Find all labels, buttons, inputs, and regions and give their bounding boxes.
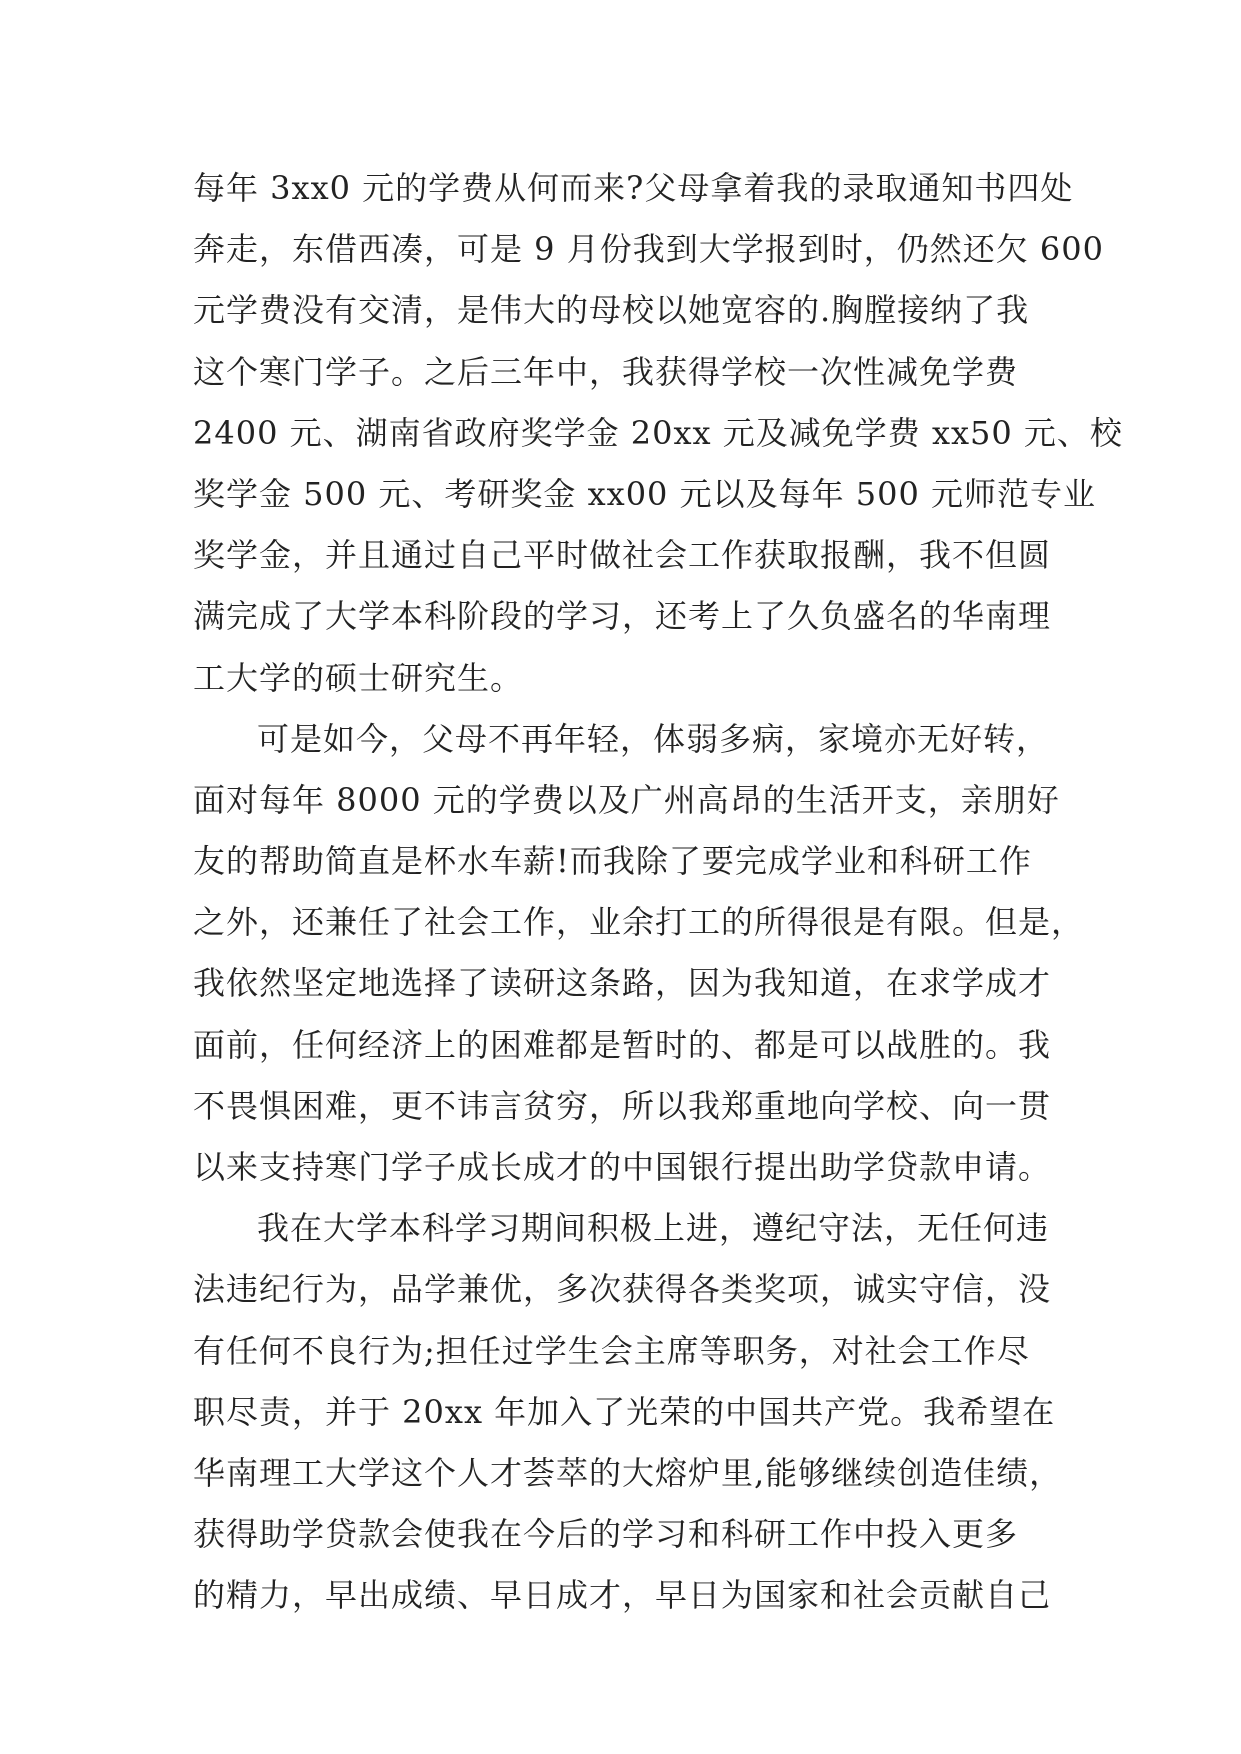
text-line: 之外，还兼任了社会工作，业余打工的所得很是有限。但是， bbox=[193, 903, 1085, 942]
text-line: 不畏惧困难，更不讳言贫穷，所以我郑重地向学校、向一贯 bbox=[193, 1086, 1052, 1125]
text-line: 元学费没有交清，是伟大的母校以她宽容的.胸膛接纳了我 bbox=[193, 291, 1030, 330]
text-line: 职尽责，并于 20xx 年加入了光荣的中国共产党。我希望在 bbox=[193, 1392, 1056, 1431]
paragraph-start-line: 可是如今，父母不再年轻，体弱多病，家境亦无好转， bbox=[257, 719, 1050, 758]
text-line: 2400 元、湖南省政府奖学金 20xx 元及减免学费 xx50 元、校 bbox=[193, 413, 1123, 452]
body-text bbox=[193, 158, 1123, 1627]
text-line: 我依然坚定地选择了读研这条路，因为我知道，在求学成才 bbox=[193, 964, 1052, 1003]
text-line: 的精力，早出成绩、早日成才，早日为国家和社会贡献自己 bbox=[193, 1576, 1052, 1615]
text-line: 奔走，东借西凑，可是 9 月份我到大学报到时，仍然还欠 600 bbox=[193, 230, 1104, 269]
text-line: 奖学金 500 元、考研奖金 xx00 元以及每年 500 元师范专业 bbox=[193, 474, 1097, 513]
text-line: 以来支持寒门学子成长成才的中国银行提出助学贷款申请。 bbox=[193, 1148, 1052, 1186]
text-line: 获得助学贷款会使我在今后的学习和科研工作中投入更多 bbox=[193, 1515, 1019, 1554]
text-line: 工大学的硕士研究生。 bbox=[193, 658, 524, 697]
text-line: 有任何不良行为;担任过学生会主席等职务，对社会工作尽 bbox=[193, 1331, 1030, 1370]
text-line: 满完成了大学本科阶段的学习，还考上了久负盛名的华南理 bbox=[193, 597, 1052, 636]
text-line: 面对每年 8000 元的学费以及广州高昂的生活开支，亲朋好 bbox=[193, 780, 1060, 819]
text-line: 面前，任何经济上的困难都是暂时的、都是可以战胜的。我 bbox=[193, 1025, 1052, 1064]
text-line: 华南理工大学这个人才荟萃的大熔炉里,能够继续创造佳绩， bbox=[193, 1453, 1063, 1492]
text-line: 每年 3xx0 元的学费从何而来?父母拿着我的录取通知书四处 bbox=[193, 169, 1074, 207]
text-line: 奖学金，并且通过自己平时做社会工作获取报酬，我不但圆 bbox=[193, 536, 1052, 575]
paragraph-start-line: 我在大学本科学习期间积极上进，遵纪守法，无任何违 bbox=[257, 1209, 1050, 1248]
text-line: 友的帮助简直是杯水车薪!而我除了要完成学业和科研工作 bbox=[193, 842, 1032, 881]
text-line: 法违纪行为，品学兼优，多次获得各类奖项，诚实守信，没 bbox=[193, 1270, 1052, 1309]
text-line: 这个寒门学子。之后三年中，我获得学校一次性减免学费 bbox=[193, 352, 1019, 391]
